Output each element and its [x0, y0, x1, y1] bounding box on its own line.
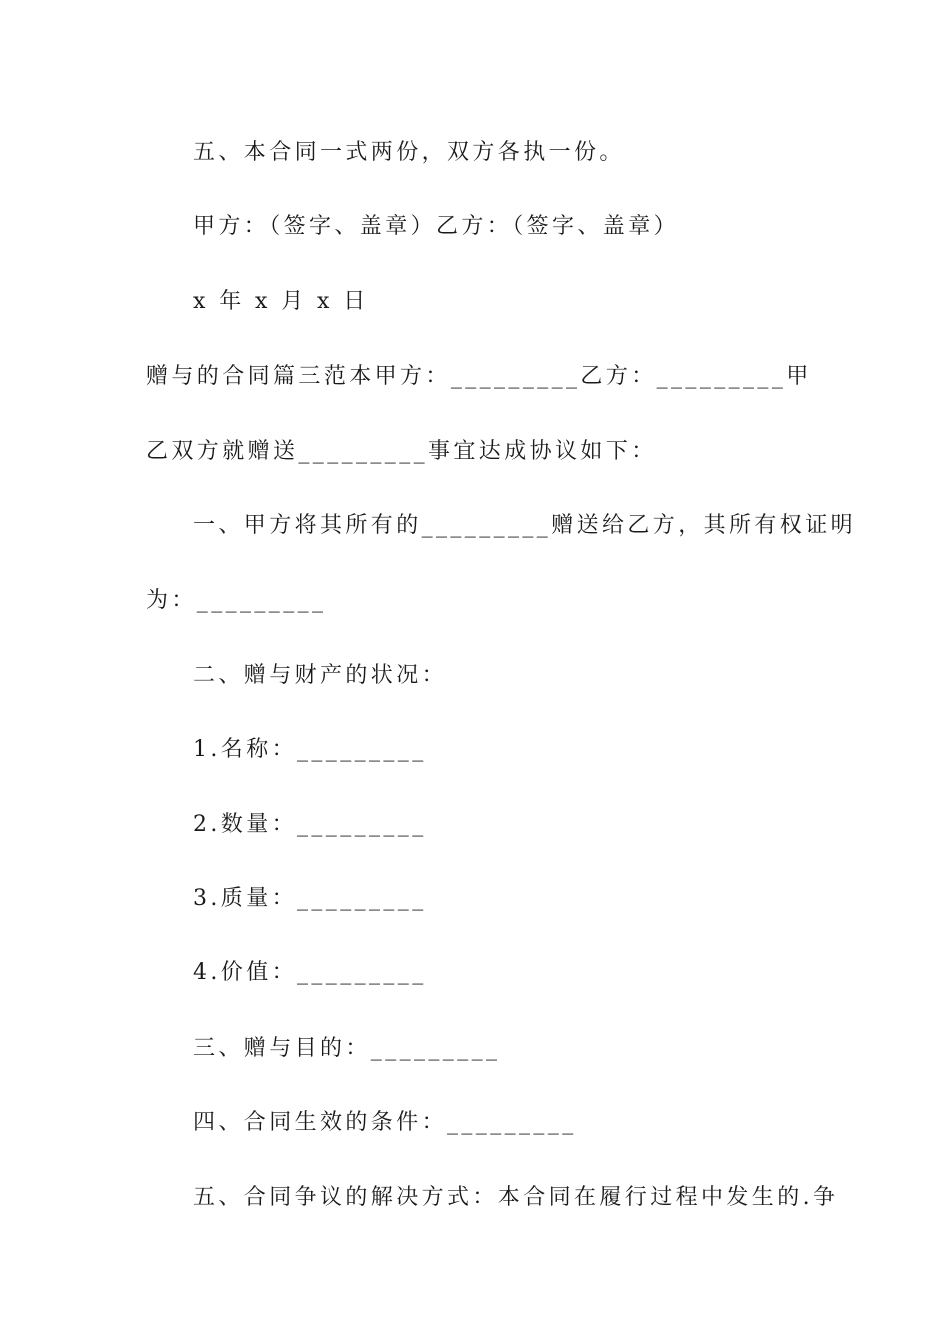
clause-four: 四、合同生效的条件：_________: [193, 1110, 577, 1135]
clause-two-heading: 二、赠与财产的状况：: [193, 663, 448, 688]
item-quality: 3.质量：_________: [193, 886, 427, 911]
item-quantity: 2.数量：_________: [193, 812, 427, 837]
clause-three: 三、赠与目的：_________: [193, 1036, 501, 1061]
parties-line: 范本甲方：_________乙方：_________甲: [323, 364, 812, 389]
clause-five-dispute: 五、合同争议的解决方式：本合同在履行过程中发生的.争: [193, 1185, 839, 1210]
date-line: x 年 x 月 x 日: [193, 289, 369, 314]
clause-one: 一、甲方将其所有的_________赠送给乙方，其所有权证明: [193, 513, 857, 538]
signature-line: 甲方：（签字、盖章）乙方：（签字、盖章）: [193, 214, 680, 239]
item-value: 4.价值：_________: [193, 960, 427, 985]
agreement-intro: 乙双方就赠送_________事宜达成协议如下：: [146, 439, 657, 464]
clause-five-copies: 五、本合同一式两份，双方各执一份。: [193, 140, 625, 165]
clause-one-continued: 为：_________: [146, 588, 327, 613]
item-name: 1.名称：_________: [193, 737, 427, 762]
section-heading-row: [146, 362, 811, 392]
section-title: 赠与的合同篇三: [146, 364, 324, 389]
